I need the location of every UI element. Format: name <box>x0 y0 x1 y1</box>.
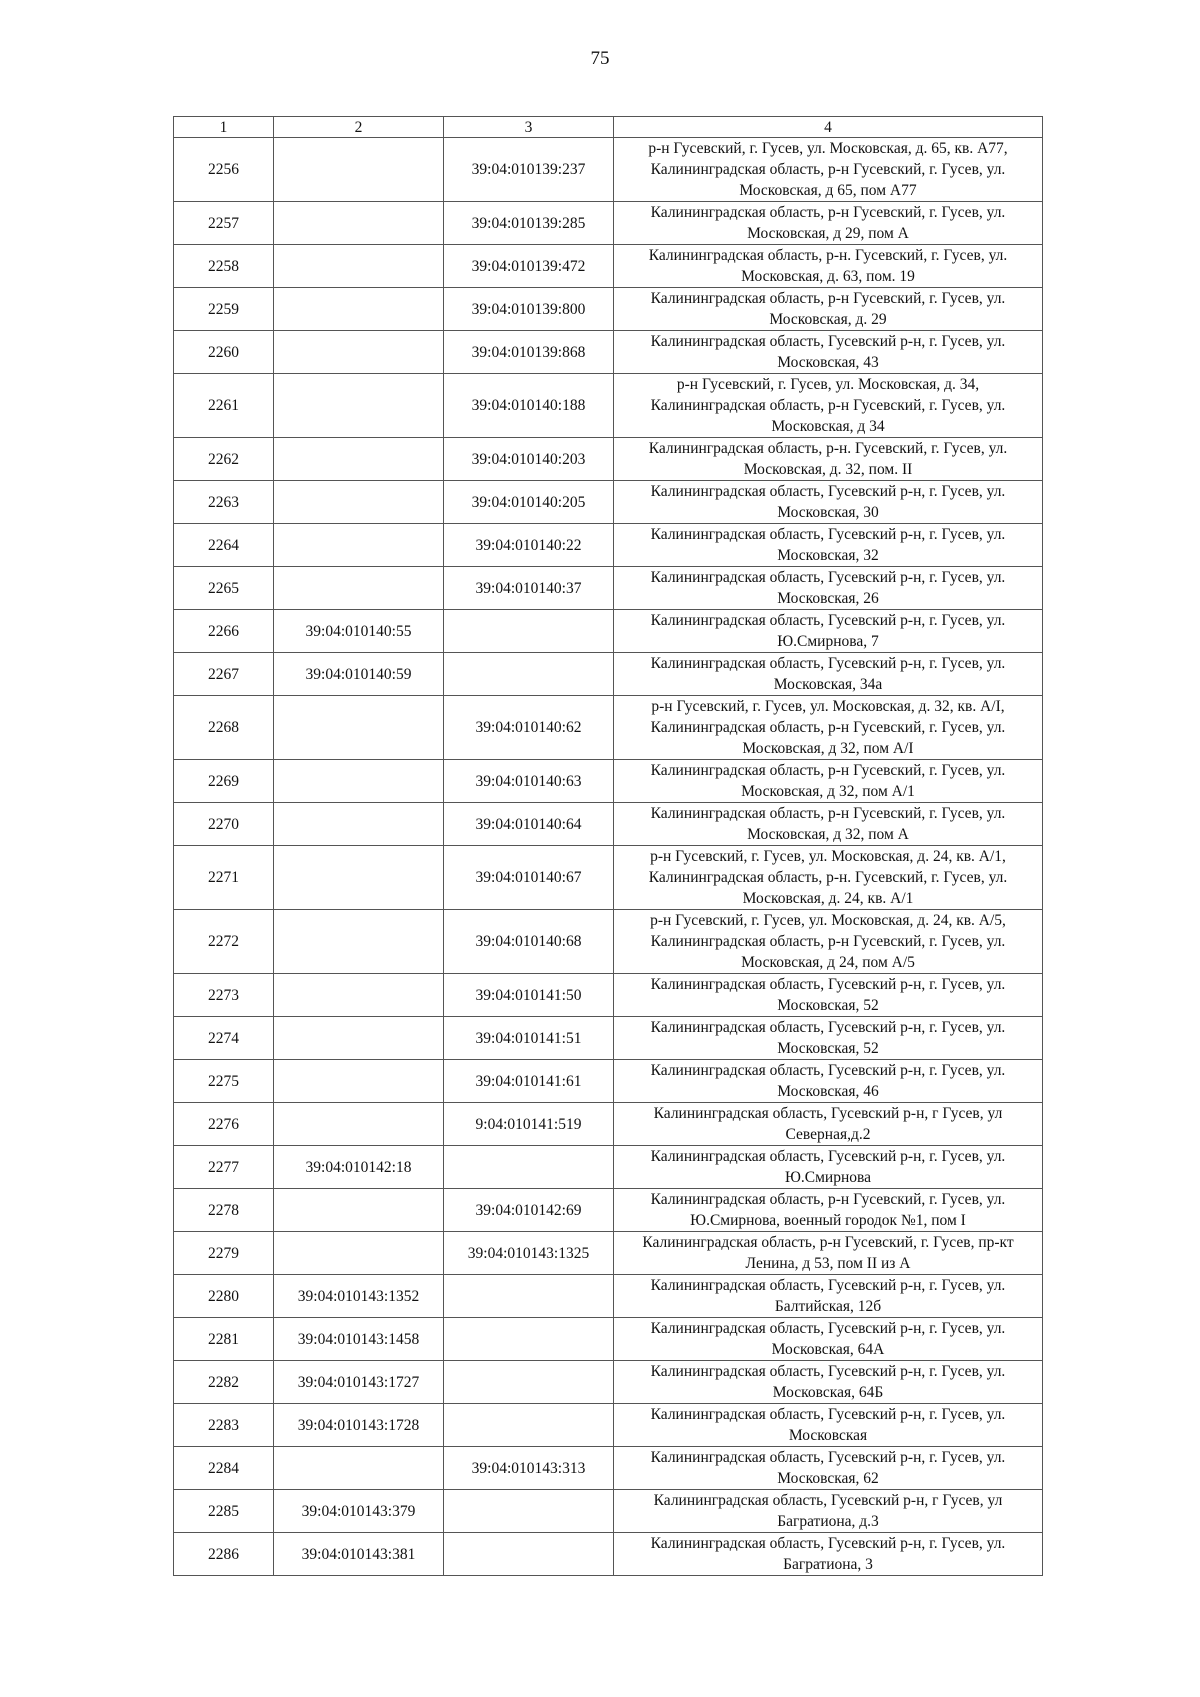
cadastral-number-col2-cell <box>274 1103 444 1146</box>
row-number-cell: 2268 <box>174 696 274 760</box>
address-cell: Калининградская область, Гусевский р-н, г. Гусев, ул. Балтийская, 12б <box>614 1275 1043 1318</box>
address-cell: Калининградская область, Гусевский р-н, г. Гусев, ул. Московская, 30 <box>614 481 1043 524</box>
table-row <box>174 138 1043 202</box>
row-number-cell: 2280 <box>174 1275 274 1318</box>
cadastral-number-col2-cell <box>274 524 444 567</box>
cadastral-number-col3-cell: 39:04:010141:61 <box>444 1060 614 1103</box>
row-number-cell: 2275 <box>174 1060 274 1103</box>
row-number-cell: 2276 <box>174 1103 274 1146</box>
address-cell: Калининградская область, Гусевский р-н, г. Гусев, ул. Московская, 52 <box>614 974 1043 1017</box>
address-cell: Калининградская область, р-н Гусевский, г. Гусев, ул. Московская, д. 29 <box>614 288 1043 331</box>
cadastral-number-col2-cell <box>274 481 444 524</box>
address-cell: р-н Гусевский, г. Гусев, ул. Московская, д. 34, Калининградская область, р-н Гусевский, г. Гусев, ул. Московская, д 34 <box>614 374 1043 438</box>
cadastral-number-col2-cell <box>274 1232 444 1275</box>
column-header: 2 <box>274 117 444 138</box>
table-row <box>174 1318 1043 1361</box>
cadastral-number-col3-cell: 39:04:010140:188 <box>444 374 614 438</box>
row-number-cell: 2270 <box>174 803 274 846</box>
row-number-cell: 2258 <box>174 245 274 288</box>
table-row <box>174 1275 1043 1318</box>
address-cell: Калининградская область, Гусевский р-н, г. Гусев, ул. Московская, 52 <box>614 1017 1043 1060</box>
table-row <box>174 1189 1043 1232</box>
cadastral-number-col2-cell <box>274 846 444 910</box>
address-cell: Калининградская область, Гусевский р-н, г. Гусев, ул. Московская, 64Б <box>614 1361 1043 1404</box>
cadastral-number-col2-cell: 39:04:010143:1458 <box>274 1318 444 1361</box>
address-cell: Калининградская область, р-н Гусевский, г. Гусев, ул. Ю.Смирнова, военный городок №1, пом I <box>614 1189 1043 1232</box>
row-number-cell: 2284 <box>174 1447 274 1490</box>
cadastral-number-col2-cell: 39:04:010143:379 <box>274 1490 444 1533</box>
row-number-cell: 2281 <box>174 1318 274 1361</box>
cadastral-number-col3-cell <box>444 1533 614 1576</box>
address-cell: Калининградская область, Гусевский р-н, г. Гусев, ул. Московская, 26 <box>614 567 1043 610</box>
cadastral-number-col3-cell <box>444 653 614 696</box>
cadastral-number-col3-cell <box>444 1146 614 1189</box>
table-row <box>174 1232 1043 1275</box>
table-row <box>174 481 1043 524</box>
table-row <box>174 245 1043 288</box>
cadastral-number-col2-cell: 39:04:010140:59 <box>274 653 444 696</box>
address-cell: Калининградская область, Гусевский р-н, г. Гусев, ул. Московская, 34а <box>614 653 1043 696</box>
cadastral-number-col3-cell <box>444 1275 614 1318</box>
cadastral-number-col2-cell <box>274 288 444 331</box>
cadastral-number-col2-cell <box>274 331 444 374</box>
cadastral-number-col3-cell: 39:04:010142:69 <box>444 1189 614 1232</box>
cadastral-number-col2-cell <box>274 1189 444 1232</box>
cadastral-number-col3-cell: 39:04:010141:50 <box>444 974 614 1017</box>
cadastral-number-col3-cell: 39:04:010140:63 <box>444 760 614 803</box>
address-cell: Калининградская область, Гусевский р-н, г. Гусев, ул. Московская, 64А <box>614 1318 1043 1361</box>
cadastral-number-col3-cell: 39:04:010140:62 <box>444 696 614 760</box>
cadastral-number-col3-cell: 39:04:010139:868 <box>444 331 614 374</box>
row-number-cell: 2271 <box>174 846 274 910</box>
row-number-cell: 2274 <box>174 1017 274 1060</box>
cadastral-number-col2-cell <box>274 138 444 202</box>
table-row <box>174 1533 1043 1576</box>
cadastral-number-col2-cell <box>274 374 444 438</box>
cadastral-number-col2-cell <box>274 1447 444 1490</box>
row-number-cell: 2263 <box>174 481 274 524</box>
cadastral-number-col3-cell <box>444 1404 614 1447</box>
table-row <box>174 331 1043 374</box>
cadastral-number-col2-cell: 39:04:010143:1728 <box>274 1404 444 1447</box>
row-number-cell: 2264 <box>174 524 274 567</box>
table-row <box>174 1017 1043 1060</box>
table-row <box>174 438 1043 481</box>
table-row <box>174 1103 1043 1146</box>
address-cell: Калининградская область, Гусевский р-н, г. Гусев, ул. Московская <box>614 1404 1043 1447</box>
cadastral-number-col3-cell: 39:04:010140:68 <box>444 910 614 974</box>
row-number-cell: 2259 <box>174 288 274 331</box>
table-row <box>174 524 1043 567</box>
cadastral-number-col3-cell <box>444 1490 614 1533</box>
cadastral-number-col3-cell: 39:04:010141:51 <box>444 1017 614 1060</box>
row-number-cell: 2282 <box>174 1361 274 1404</box>
row-number-cell: 2269 <box>174 760 274 803</box>
address-cell: р-н Гусевский, г. Гусев, ул. Московская, д. 24, кв. А/1, Калининградская область, р-н. Гусевский, г. Гусев, ул. Московская, д. 24, кв. А/1 <box>614 846 1043 910</box>
table-row <box>174 1146 1043 1189</box>
page-number: 75 <box>590 48 610 69</box>
address-cell: Калининградская область, Гусевский р-н, г Гусев, ул Багратиона, д.3 <box>614 1490 1043 1533</box>
cadastral-number-col2-cell <box>274 696 444 760</box>
address-cell: Калининградская область, Гусевский р-н, г. Гусев, ул. Ю.Смирнова, 7 <box>614 610 1043 653</box>
table-row <box>174 760 1043 803</box>
address-cell: Калининградская область, р-н Гусевский, г. Гусев, ул. Московская, д 32, пом А/1 <box>614 760 1043 803</box>
address-cell: р-н Гусевский, г. Гусев, ул. Московская, д. 32, кв. А/I, Калининградская область, р-н Гусевский, г. Гусев, ул. Московская, д 32, пом А/I <box>614 696 1043 760</box>
address-cell: Калининградская область, р-н. Гусевский, г. Гусев, ул. Московская, д. 63, пом. 19 <box>614 245 1043 288</box>
address-cell: Калининградская область, Гусевский р-н, г. Гусев, ул. Ю.Смирнова <box>614 1146 1043 1189</box>
cadastral-number-col3-cell: 39:04:010140:64 <box>444 803 614 846</box>
row-number-cell: 2283 <box>174 1404 274 1447</box>
row-number-cell: 2256 <box>174 138 274 202</box>
address-cell: р-н Гусевский, г. Гусев, ул. Московская, д. 65, кв. А77, Калининградская область, р-н Гусевский, г. Гусев, ул. Московская, д 65, пом А77 <box>614 138 1043 202</box>
cadastral-number-col2-cell <box>274 910 444 974</box>
cadastral-number-col3-cell: 39:04:010139:285 <box>444 202 614 245</box>
table-row <box>174 1361 1043 1404</box>
table-row <box>174 610 1043 653</box>
table-row <box>174 974 1043 1017</box>
cadastral-number-col2-cell <box>274 760 444 803</box>
cadastral-number-col2-cell <box>274 438 444 481</box>
table-header-row <box>174 117 1043 138</box>
cadastral-number-col3-cell: 39:04:010140:203 <box>444 438 614 481</box>
table-row <box>174 1404 1043 1447</box>
cadastral-number-col2-cell: 39:04:010143:1727 <box>274 1361 444 1404</box>
table-row <box>174 910 1043 974</box>
table-row <box>174 288 1043 331</box>
cadastral-number-col2-cell <box>274 245 444 288</box>
cadastral-number-col3-cell: 39:04:010140:67 <box>444 846 614 910</box>
table-row <box>174 567 1043 610</box>
cadastral-number-col2-cell <box>274 1060 444 1103</box>
address-cell: Калининградская область, р-н Гусевский, г. Гусев, ул. Московская, д 29, пом А <box>614 202 1043 245</box>
table-row <box>174 846 1043 910</box>
cadastral-number-col3-cell: 9:04:010141:519 <box>444 1103 614 1146</box>
row-number-cell: 2285 <box>174 1490 274 1533</box>
cadastral-number-col3-cell: 39:04:010143:1325 <box>444 1232 614 1275</box>
cadastral-number-col3-cell: 39:04:010140:22 <box>444 524 614 567</box>
column-header: 1 <box>174 117 274 138</box>
address-cell: р-н Гусевский, г. Гусев, ул. Московская, д. 24, кв. А/5, Калининградская область, р-н Гусевский, г. Гусев, ул. Московская, д 24, пом А/5 <box>614 910 1043 974</box>
registry-table <box>173 116 1043 1576</box>
cadastral-number-col3-cell: 39:04:010139:800 <box>444 288 614 331</box>
address-cell: Калининградская область, Гусевский р-н, г. Гусев, ул. Багратиона, 3 <box>614 1533 1043 1576</box>
cadastral-number-col2-cell <box>274 803 444 846</box>
row-number-cell: 2286 <box>174 1533 274 1576</box>
cadastral-number-col3-cell <box>444 610 614 653</box>
column-header: 3 <box>444 117 614 138</box>
row-number-cell: 2273 <box>174 974 274 1017</box>
cadastral-number-col3-cell: 39:04:010143:313 <box>444 1447 614 1490</box>
table-row <box>174 653 1043 696</box>
address-cell: Калининградская область, Гусевский р-н, г. Гусев, ул. Московская, 43 <box>614 331 1043 374</box>
cadastral-number-col2-cell: 39:04:010143:1352 <box>274 1275 444 1318</box>
cadastral-number-col3-cell <box>444 1361 614 1404</box>
table-row <box>174 1447 1043 1490</box>
row-number-cell: 2277 <box>174 1146 274 1189</box>
table-row <box>174 202 1043 245</box>
address-cell: Калининградская область, Гусевский р-н, г. Гусев, ул. Московская, 62 <box>614 1447 1043 1490</box>
row-number-cell: 2279 <box>174 1232 274 1275</box>
address-cell: Калининградская область, Гусевский р-н, г. Гусев, ул. Московская, 32 <box>614 524 1043 567</box>
cadastral-number-col2-cell: 39:04:010140:55 <box>274 610 444 653</box>
address-cell: Калининградская область, р-н Гусевский, г. Гусев, ул. Московская, д 32, пом А <box>614 803 1043 846</box>
address-cell: Калининградская область, р-н Гусевский, г. Гусев, пр-кт Ленина, д 53, пом II из А <box>614 1232 1043 1275</box>
cadastral-number-col3-cell: 39:04:010139:472 <box>444 245 614 288</box>
row-number-cell: 2265 <box>174 567 274 610</box>
table-row <box>174 374 1043 438</box>
address-cell: Калининградская область, р-н. Гусевский, г. Гусев, ул. Московская, д. 32, пом. II <box>614 438 1043 481</box>
cadastral-number-col2-cell <box>274 567 444 610</box>
cadastral-number-col2-cell: 39:04:010142:18 <box>274 1146 444 1189</box>
table-row <box>174 803 1043 846</box>
address-cell: Калининградская область, Гусевский р-н, г. Гусев, ул. Московская, 46 <box>614 1060 1043 1103</box>
cadastral-number-col3-cell: 39:04:010139:237 <box>444 138 614 202</box>
row-number-cell: 2278 <box>174 1189 274 1232</box>
cadastral-number-col2-cell <box>274 202 444 245</box>
address-cell: Калининградская область, Гусевский р-н, г Гусев, ул Северная,д.2 <box>614 1103 1043 1146</box>
row-number-cell: 2262 <box>174 438 274 481</box>
cadastral-number-col2-cell <box>274 1017 444 1060</box>
row-number-cell: 2266 <box>174 610 274 653</box>
row-number-cell: 2272 <box>174 910 274 974</box>
cadastral-number-col2-cell: 39:04:010143:381 <box>274 1533 444 1576</box>
table-row <box>174 1060 1043 1103</box>
row-number-cell: 2267 <box>174 653 274 696</box>
table-row <box>174 696 1043 760</box>
cadastral-number-col3-cell <box>444 1318 614 1361</box>
row-number-cell: 2260 <box>174 331 274 374</box>
cadastral-number-col3-cell: 39:04:010140:205 <box>444 481 614 524</box>
row-number-cell: 2257 <box>174 202 274 245</box>
column-header: 4 <box>614 117 1043 138</box>
row-number-cell: 2261 <box>174 374 274 438</box>
cadastral-number-col3-cell: 39:04:010140:37 <box>444 567 614 610</box>
table-row <box>174 1490 1043 1533</box>
cadastral-number-col2-cell <box>274 974 444 1017</box>
